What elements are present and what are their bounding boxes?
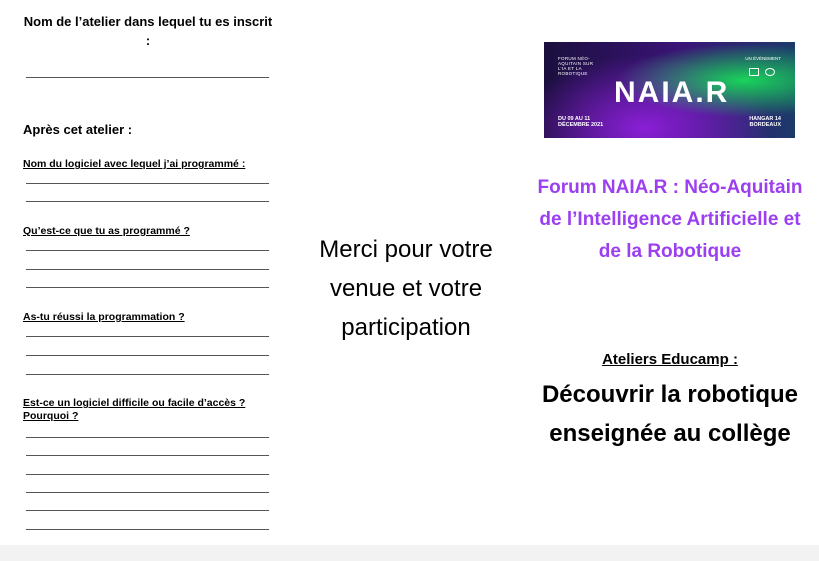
- answer-line: [26, 474, 269, 475]
- workshop-title: Découvrir la robotique enseignée au collège: [541, 381, 799, 447]
- question-difficulty: Est-ce un logiciel difficile ou facile d’accès ? Pourquoi ?: [23, 397, 246, 422]
- answer-line: [26, 201, 269, 202]
- banner-forum-label: FORUM NÉO-AQUITAIN SUR L’IA ET LA ROBOTIQUE: [558, 56, 594, 76]
- answer-line: [26, 374, 269, 375]
- partner-logo-icon: [749, 68, 759, 76]
- answer-line: [26, 336, 269, 337]
- partner-logo-icon: [765, 68, 775, 76]
- banner-dates: DU 09 AU 11 DÉCEMBRE 2021: [558, 116, 604, 128]
- forum-title: Forum NAIA.R : Néo-Aquitain de l’Intelligence Artificielle et de la Robotique: [537, 177, 803, 262]
- answer-line: [26, 437, 269, 438]
- thank-you-message: Merci pour votre venue et votre participation: [319, 236, 493, 341]
- answer-line: [26, 355, 269, 356]
- answer-line: [26, 269, 269, 270]
- answer-line: [26, 77, 269, 78]
- naiar-banner: [544, 42, 795, 138]
- answer-line: [26, 529, 269, 530]
- workshop-name-prompt: Nom de l’atelier dans lequel tu es inscrit :: [23, 14, 273, 48]
- after-workshop-heading: Après cet atelier :: [23, 122, 133, 137]
- banner-venue: HANGAR 14 BORDEAUX: [749, 116, 781, 128]
- question-what-programmed: Qu’est-ce que tu as programmé ?: [23, 225, 190, 237]
- answer-line: [26, 183, 269, 184]
- educamp-heading: Ateliers Educamp :: [602, 351, 738, 368]
- question-success: As-tu réussi la programmation ?: [23, 311, 185, 323]
- banner-logo: NAIA.R: [614, 76, 730, 109]
- banner-event-label: UN ÉVÈNEMENT: [745, 56, 781, 61]
- page-bottom-strip: [0, 545, 819, 561]
- answer-line: [26, 287, 269, 288]
- question-software: Nom du logiciel avec lequel j’ai programmé :: [23, 158, 246, 170]
- answer-line: [26, 455, 269, 456]
- answer-line: [26, 510, 269, 511]
- answer-line: [26, 250, 269, 251]
- answer-line: [26, 492, 269, 493]
